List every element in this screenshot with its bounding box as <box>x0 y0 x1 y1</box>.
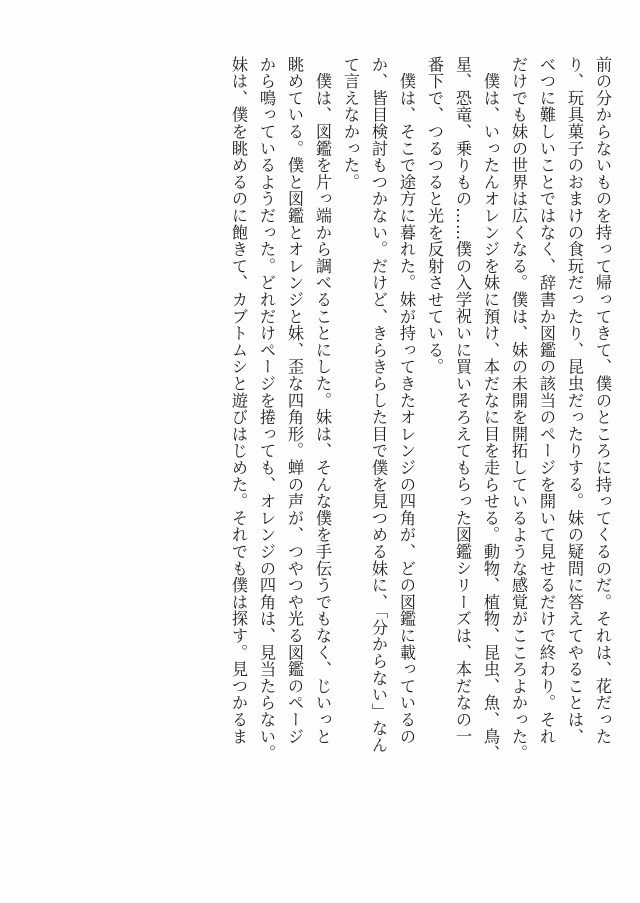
text-line: 僕は、いったんオレンジを妹に預け、本だなに目を走らせる。動物、植物、昆虫、魚、鳥、 <box>481 56 500 762</box>
text-line: べつに難しいことではなく、辞書か図鑑の該当のページを開いて見せるだけで終わり。それ <box>537 56 556 745</box>
text-line: 星、恐竜、乗りもの……僕の入学祝いに買いそろえてもらった図鑑シリーズは、本だなの一 <box>453 56 472 745</box>
text-line: 眺めている。僕と図鑑とオレンジと妹、歪な四角形。蝉の声が、つやつや光る図鑑のページ <box>285 56 304 745</box>
text-line: だけでも妹の世界は広くなる。僕は、妹の未開を開拓しているような感覚がこころよかった。 <box>509 56 528 762</box>
text-line: 前の分からないものを持って帰ってきて、僕のところに持ってくるのだ。それは、花だった <box>593 56 612 745</box>
text-line: 僕は、そこで途方に暮れた。妹が持ってきたオレンジの四角が、どの図鑑に載っているの <box>397 56 416 745</box>
text-line: 僕は、図鑑を片っ端から調べることにした。妹は、そんな僕を手伝うでもなく、じいっと <box>313 56 332 745</box>
text-line: て言えなかった。 <box>341 56 360 191</box>
text-line: 番下で、つるつると光を反射させている。 <box>425 56 444 376</box>
text-line: から鳴っているようだった。どれだけページを捲っても、オレンジの四角は、見当たらない。 <box>257 56 276 762</box>
text-line: か、皆目検討もつかない。だけど、きらきらした目で僕を見つめる妹に、「分からない」なん <box>369 56 388 754</box>
text-line: り、玩具菓子のおまけの食玩だったり、昆虫だったりする。妹の疑問に答えてやることは、 <box>565 56 584 745</box>
text-line: 妹は、僕を眺めるのに飽きて、カブトムシと遊びはじめた。それでも僕は探す。見つかるま <box>229 56 248 745</box>
vertical-text-body <box>224 56 616 776</box>
